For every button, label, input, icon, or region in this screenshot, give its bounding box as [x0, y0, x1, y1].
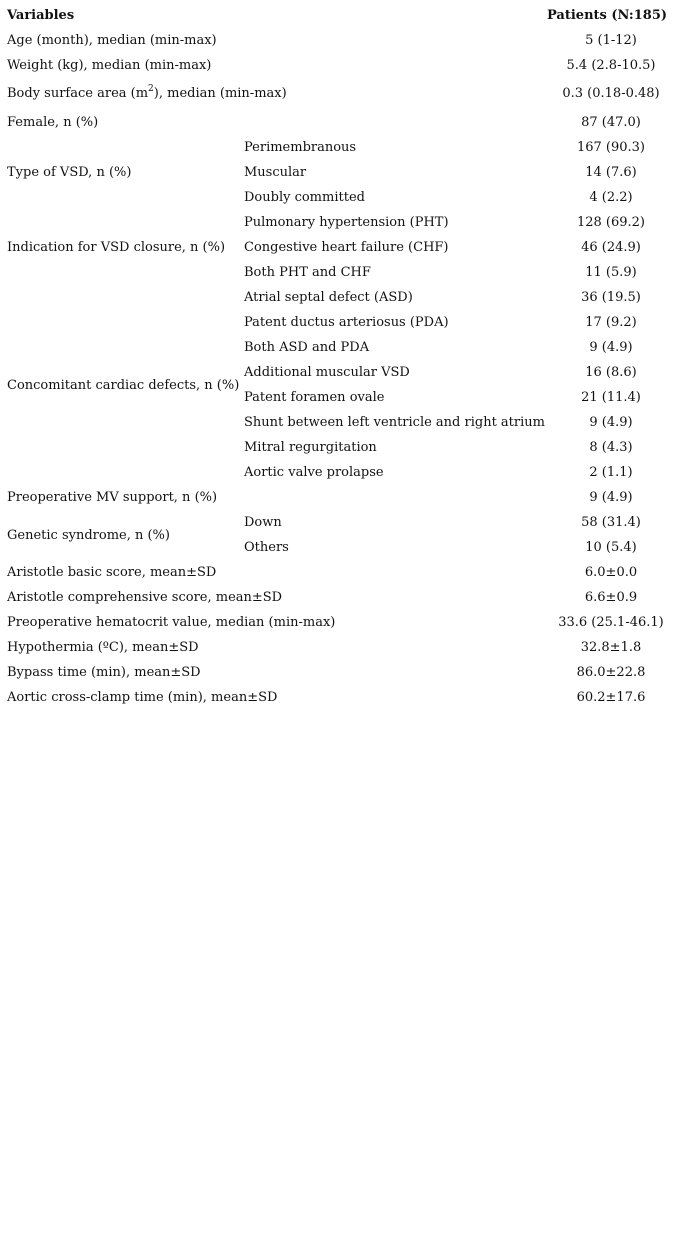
table-row	[0, 660, 675, 685]
table-row	[0, 28, 675, 53]
group-label-genetic: Genetic syndrome, n (%)	[7, 527, 170, 543]
header-patients: Patients (N:185)	[547, 8, 668, 23]
row-value: 10 (5.4)	[585, 540, 637, 555]
row-value: 33.6 (25.1-46.1)	[558, 615, 664, 630]
row-label	[0, 78, 547, 110]
row-value: 21 (11.4)	[581, 390, 641, 405]
row-label: Preoperative MV support, n (%)	[7, 490, 218, 505]
row-value: 5.4 (2.8-10.5)	[566, 58, 656, 73]
row-value: 36 (19.5)	[581, 290, 641, 305]
row-value: 60.2±17.6	[576, 690, 646, 705]
row-value: 11 (5.9)	[585, 265, 637, 280]
row-label: Weight (kg), median (min-max)	[7, 58, 212, 73]
row-label: Bypass time (min), mean±SD	[7, 665, 201, 680]
table-row	[0, 585, 675, 610]
row-value: 86.0±22.8	[576, 665, 646, 680]
table-row	[0, 510, 675, 535]
header-blank	[237, 3, 547, 28]
row-label: Preoperative hematocrit value, median (min-max)	[7, 615, 336, 630]
patient-characteristics-table	[0, 3, 675, 710]
table-row	[0, 135, 675, 160]
sub-label: Both PHT and CHF	[244, 265, 371, 280]
bsa-label-pre: Body surface area (m	[7, 86, 149, 101]
table-row	[0, 560, 675, 585]
row-value: 14 (7.6)	[585, 165, 637, 180]
sub-label: Muscular	[244, 165, 307, 180]
row-value: 32.8±1.8	[580, 640, 642, 655]
bsa-label-sup: 2	[148, 83, 154, 94]
row-value: 87 (47.0)	[581, 115, 641, 130]
row-value: 9 (4.9)	[589, 415, 633, 430]
row-value: 128 (69.2)	[576, 215, 646, 230]
row-value: 9 (4.9)	[589, 340, 633, 355]
sub-label: Pulmonary hypertension (PHT)	[244, 215, 449, 230]
header-variables: Variables	[7, 8, 75, 23]
table-row	[0, 635, 675, 660]
sub-label: Atrial septal defect (ASD)	[244, 290, 413, 305]
sub-label: Aortic valve prolapse	[244, 465, 384, 480]
row-label: Age (month), median (min-max)	[7, 33, 217, 48]
row-value: 17 (9.2)	[585, 315, 637, 330]
row-value: 58 (31.4)	[581, 515, 641, 530]
sub-label: Doubly committed	[244, 190, 365, 205]
row-value: 167 (90.3)	[576, 140, 646, 155]
group-label-vsd-type: Type of VSD, n (%)	[7, 165, 132, 180]
table-header-row	[0, 3, 675, 28]
row-value: 46 (24.9)	[581, 240, 641, 255]
table-row	[0, 685, 675, 710]
sub-label: Patent ductus arteriosus (PDA)	[244, 315, 449, 330]
table-row	[0, 485, 675, 510]
table-row	[0, 78, 675, 110]
group-label-indication: Indication for VSD closure, n (%)	[7, 240, 226, 255]
group-label-concomitant: Concomitant cardiac defects, n (%)	[7, 377, 240, 393]
sub-label: Others	[244, 540, 289, 555]
row-label: Aristotle basic score, mean±SD	[7, 565, 217, 580]
row-value: 5 (1-12)	[585, 33, 637, 48]
row-value: 4 (2.2)	[589, 190, 633, 205]
table-row	[0, 610, 675, 635]
row-value: 16 (8.6)	[585, 365, 637, 380]
row-label: Female, n (%)	[7, 115, 99, 130]
sub-label: Congestive heart failure (CHF)	[244, 240, 449, 255]
row-value: 2 (1.1)	[589, 465, 633, 480]
row-value: 8 (4.3)	[589, 440, 633, 455]
sub-label: Perimembranous	[244, 140, 357, 155]
table-row	[0, 210, 675, 235]
sub-label: Shunt between left ventricle and right atrium	[244, 415, 545, 430]
table-row	[0, 110, 675, 135]
table-row	[0, 285, 675, 310]
bsa-label-post: ), median (min-max)	[153, 86, 287, 101]
row-value: 9 (4.9)	[589, 490, 633, 505]
row-label: Aristotle comprehensive score, mean±SD	[7, 590, 283, 605]
row-label: Hypothermia (ºC), mean±SD	[7, 640, 199, 655]
sub-label: Mitral regurgitation	[244, 440, 377, 455]
sub-label: Down	[244, 515, 282, 530]
sub-label: Both ASD and PDA	[244, 340, 370, 355]
row-value: 0.3 (0.18-0.48)	[562, 86, 660, 101]
sub-label: Patent foramen ovale	[244, 390, 385, 405]
table-row	[0, 53, 675, 78]
row-label: Aortic cross-clamp time (min), mean±SD	[7, 690, 278, 705]
row-value: 6.0±0.0	[584, 565, 638, 580]
row-value: 6.6±0.9	[584, 590, 638, 605]
sub-label: Additional muscular VSD	[244, 365, 410, 380]
